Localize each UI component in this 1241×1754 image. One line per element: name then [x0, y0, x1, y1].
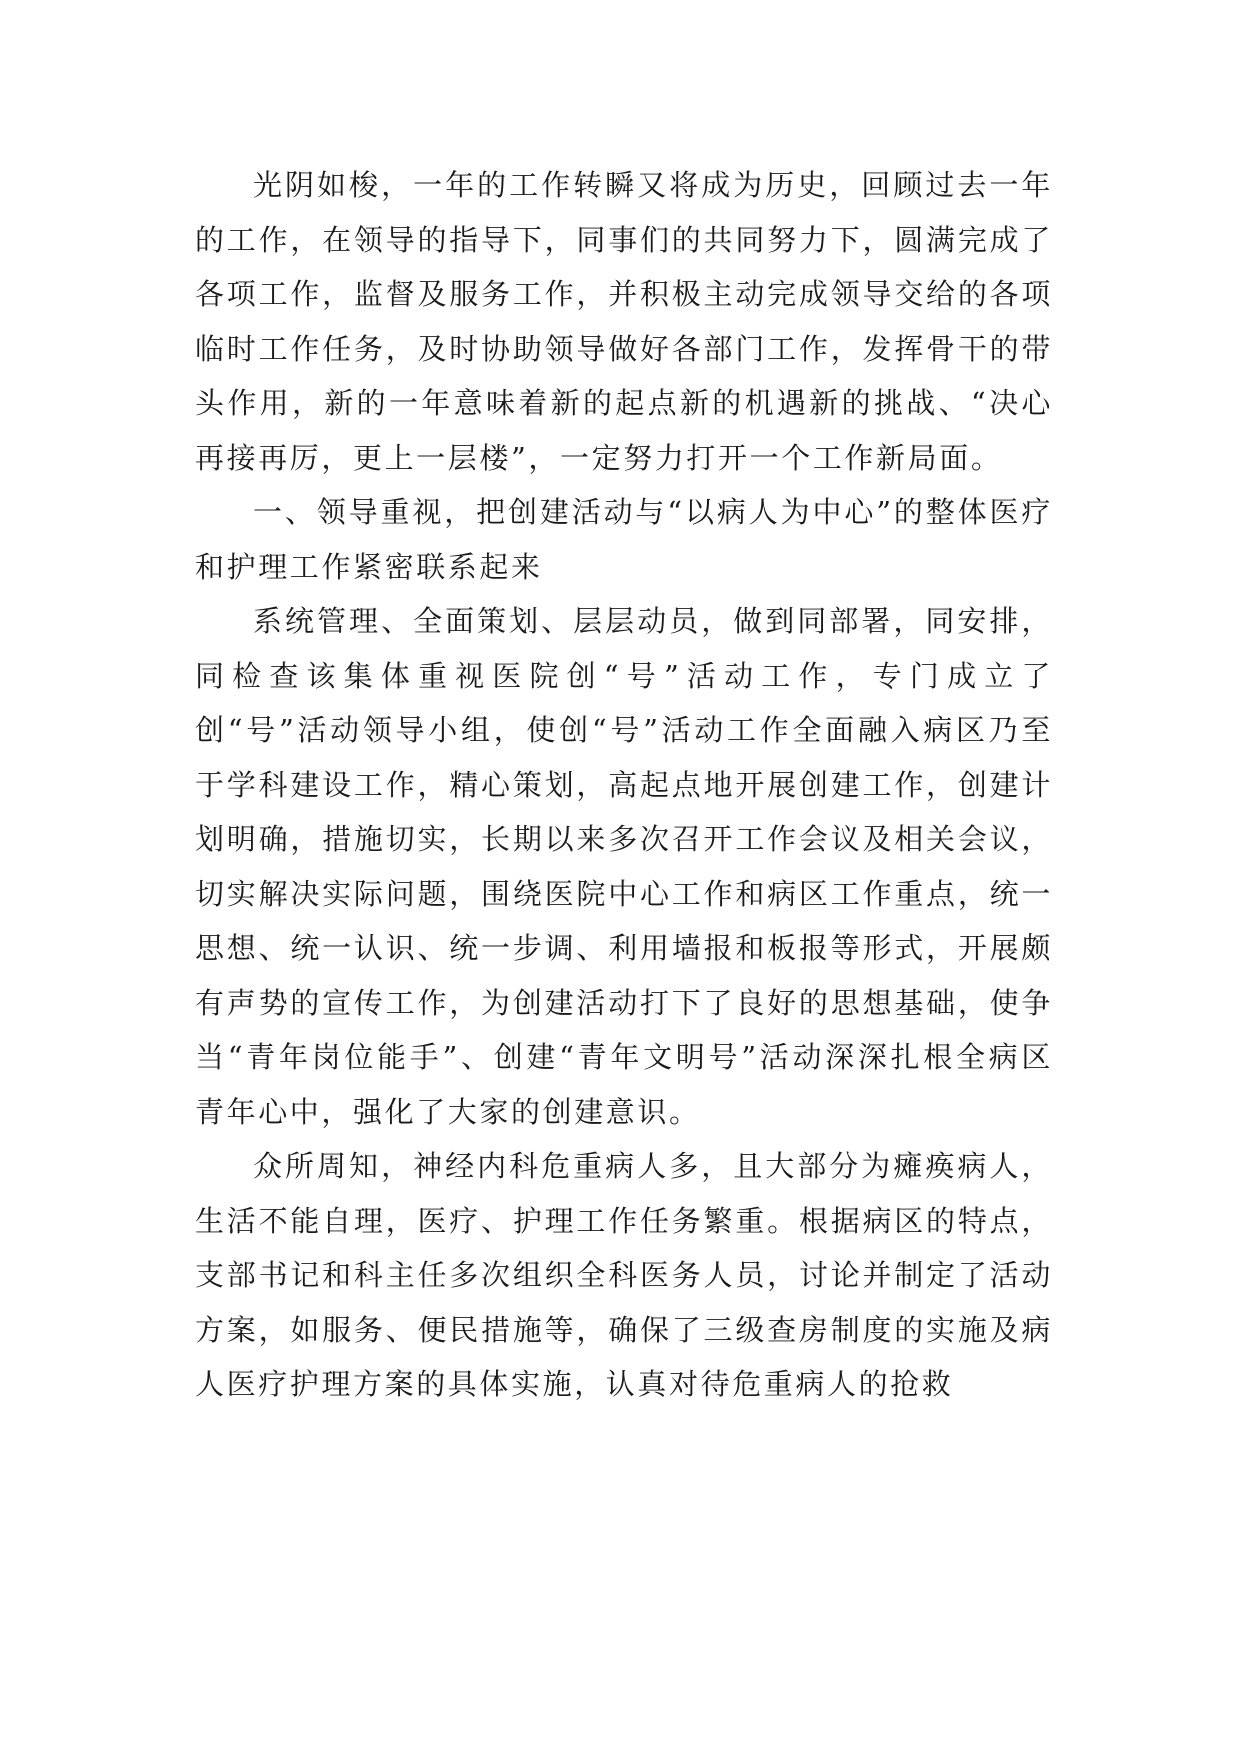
paragraph-management: 系统管理、全面策划、层层动员，做到同部署，同安排，同检查该集体重视医院创“号”活动工作，专门成立了创“号”活动领导小组，使创“号”活动工作全面融入病区乃至于学科建设工作，精心策划，高起点地开展创建工作，创建计划明确，措施切实，长期以来多次召开工作会议及相关会议，切实解决实际问题，围绕医院中心工作和病区工作重点，统一思想、统一认识、统一步调、利用墙报和板报等形式，开展颇有声势的宣传工作，为创建活动打下了良好的思想基础，使争当“青年岗位能手”、创建“青年文明号”活动深深扎根全病区青年心中，强化了大家的创建意识。	[195, 604, 1053, 1129]
paragraph-intro: 光阴如梭，一年的工作转瞬又将成为历史，回顾过去一年的工作，在领导的指导下，同事们的共同努力下，圆满完成了各项工作，监督及服务工作，并积极主动完成领导交给的各项临时工作任务，及时协助领导做好各部门工作，发挥骨干的带头作用，新的一年意味着新的起点新的机遇新的挑战、“决心再接再厉，更上一层楼”，一定努力打开一个工作新局面。	[195, 168, 1053, 475]
document-body	[195, 158, 1053, 1412]
section-heading-1: 一、领导重视，把创建活动与“以病人为中心”的整体医疗和护理工作紧密联系起来	[195, 495, 1053, 584]
paragraph-neurology: 众所周知，神经内科危重病人多，且大部分为瘫痪病人，生活不能自理，医疗、护理工作任务繁重。根据病区的特点，支部书记和科主任多次组织全科医务人员，讨论并制定了活动方案，如服务、便民措施等，确保了三级查房制度的实施及病人医疗护理方案的具体实施，认真对待危重病人的抢救	[195, 1149, 1053, 1401]
